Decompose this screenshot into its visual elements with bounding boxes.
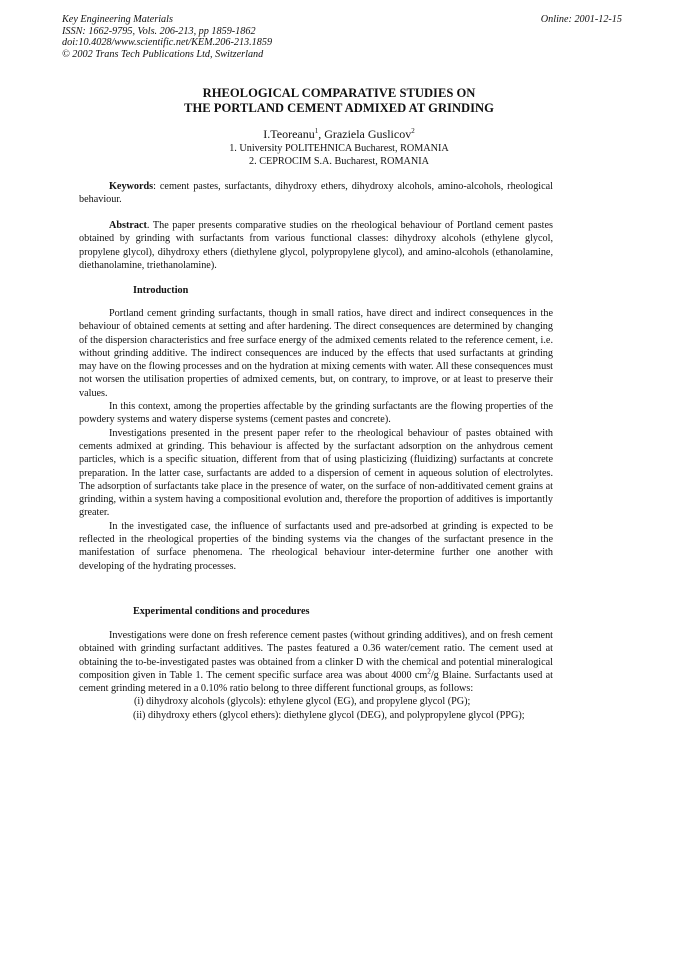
experimental-text-b: /g Blaine. Surfactants used at cement grinding metered in a 0.10% ratio belong to three different functional groups, as follows: [79, 669, 553, 695]
keywords-text: : cement pastes, surfactants, dihydroxy ethers, dihydroxy alcohols, amino-alcohols, rheological behaviour. [79, 181, 553, 206]
author-1-affil-marker: 1 [314, 127, 319, 135]
list-item: (i) dihydroxy alcohols (glycols): ethylene glycol (EG), and propylene glycol (PG); [134, 696, 471, 708]
author-list [62, 127, 616, 141]
journal-name: Key Engineering Materials [62, 14, 173, 25]
title-line-2: THE PORTLAND CEMENT ADMIXED AT GRINDING [184, 101, 494, 115]
affiliations [62, 142, 616, 168]
keywords-block [79, 180, 553, 207]
abstract-text: . The paper presents comparative studies on the rheological behaviour of Portland cement pastes obtained by grinding with surfactants from various functional classes: dihydroxy alcohols (ethylene glycol, propylene glycol), dihydroxy ethers (diethylene glycol, polypropylene glycol), and amino-alcohols (ethanolamine, diethanolamine, triethanolamine). [79, 220, 553, 271]
experimental-body [79, 629, 553, 722]
issn-line: ISSN: 1662-9795, Vols. 206-213, pp 1859-1862 [62, 25, 256, 37]
journal-header [62, 14, 622, 60]
author-1: I.Teoreanu [263, 127, 315, 141]
experimental-paragraph [79, 629, 553, 695]
affiliation-1: 1. University POLITEHNICA Bucharest, ROMANIA [229, 143, 449, 154]
abstract-label: Abstract [109, 220, 147, 231]
introduction-body [79, 307, 553, 573]
intro-paragraph-1: Portland cement grinding surfactants, though in small ratios, have direct and indirect consequences in the behaviour of obtained cements at setting and after hardening. The direct consequences are determined by changing of the dispersion characteristics and free surface energy of the admixed cements related to the reference cement, i.e. without grinding additive. The indirect consequences are induced by the effects that used surfactants at grinding may have on the flowing processes and on the hydration at mixing cements with water. All these consequences must not worsen the utilisation properties of admixed cements, but, on contrary, to improve, or at least to preserve their values. [79, 308, 553, 399]
surfactant-list [79, 695, 553, 722]
intro-paragraph-4: In the investigated case, the influence of surfactants used and pre-adsorbed at grinding is expected to be reflected in the rheological properties of the binding systems via the changes of the surfactant presence in the manifestation of surface phenomena. The rheological behaviour inter-determine further one another with developing of the hydrating processes. [79, 520, 553, 572]
introduction-heading: Introduction [133, 285, 189, 296]
copyright-line: © 2002 Trans Tech Publications Ltd, Switzerland [62, 48, 264, 60]
experimental-text-a: Investigations were done on fresh reference cement pastes (without grinding additives), and on fresh cement obtained with grinding surfactant additives. The pastes featured a 0.36 water/cement ratio. The cement used at obtaining the to-be-investigated pastes was obtained from a clinker D with the chemical and potential mineralogical composition given in Table 1. The cement specific surface area was about 4000 cm [79, 630, 553, 681]
abstract-block [79, 219, 553, 272]
author-2: Graziela Guslicov [324, 127, 412, 141]
online-date: Online: 2001-12-15 [540, 14, 622, 25]
keywords-label: Keywords [109, 181, 154, 192]
author-separator: , [318, 127, 325, 141]
affiliation-2: 2. CEPROCIM S.A. Bucharest, ROMANIA [249, 156, 429, 167]
intro-paragraph-3: Investigations presented in the present paper refer to the rheological behaviour of pastes obtained with cements admixed at grinding. This behaviour is affected by the surfactant adsorption on the anhydrous cement particles, which is a specific situation, different from that of using plasticizing (fluidizing) surfactants at concrete preparation. In the latter case, surfactants are added to a dispersion of cement in aqueous solution of electrolytes. The adsorption of surfactants take place in the presence of water, on the surface of non-additivated cement grains at grinding, within a system having a compositional evolution and, therefore the proportion of additives is importantly greater. [79, 427, 553, 519]
intro-paragraph-2: In this context, among the properties affectable by the grinding surfactants are the flowing properties of the powdery systems and watery disperse systems (cement pastes and concrete). [79, 401, 553, 426]
experimental-heading: Experimental conditions and procedures [133, 606, 310, 617]
list-item: (ii) dihydroxy ethers (glycol ethers): diethylene glycol (DEG), and polypropylene glycol (PPG); [133, 709, 525, 721]
title-line-1: RHEOLOGICAL COMPARATIVE STUDIES ON [202, 86, 476, 100]
surface-unit-exponent: 2 [427, 667, 431, 676]
paper-title [62, 86, 616, 116]
author-2-affil-marker: 2 [411, 127, 415, 135]
doi-line[interactable]: doi:10.4028/www.scientific.net/KEM.206-213.1859 [62, 37, 273, 49]
